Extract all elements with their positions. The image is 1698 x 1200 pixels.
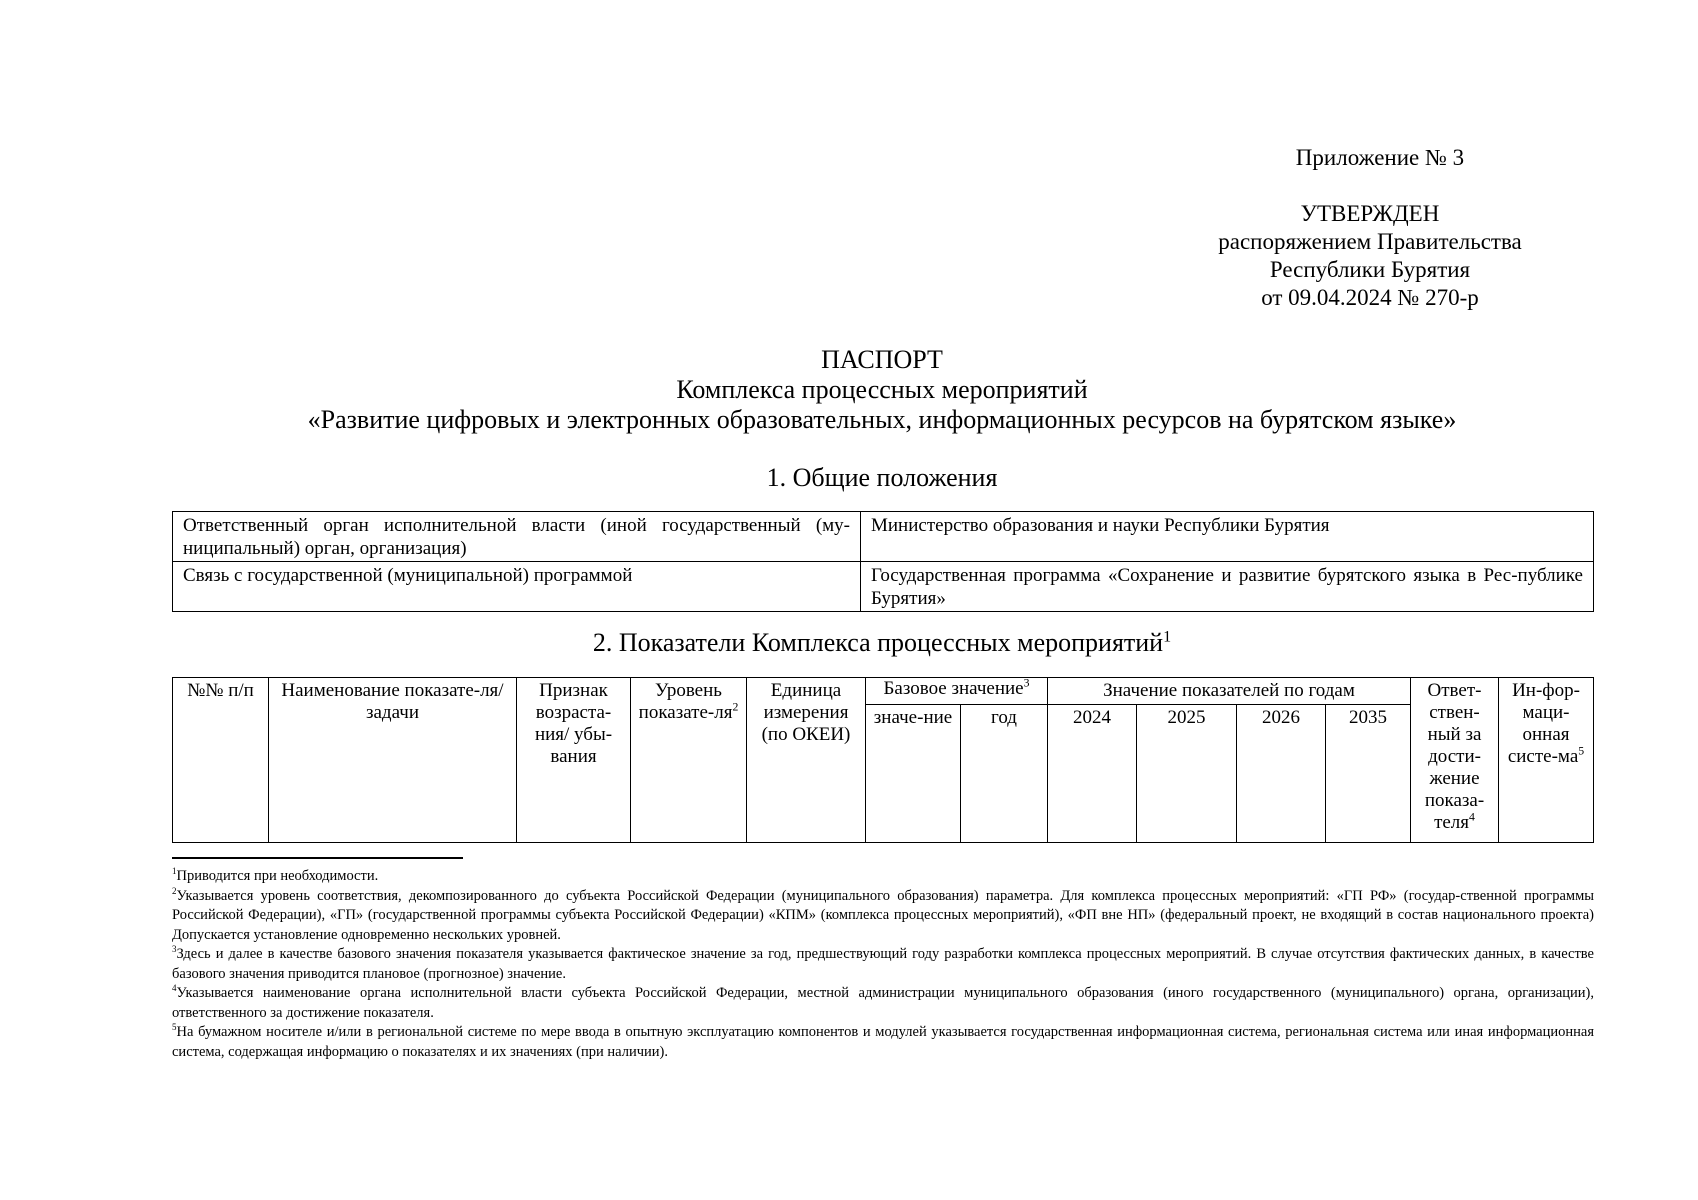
col-level-header [631, 678, 747, 843]
col-base-year-header: год [961, 705, 1048, 843]
footnote-ref: 2 [732, 700, 739, 714]
footnote [172, 887, 1594, 946]
col-info-system-text: Ин-фор-маци-онная систе-ма [1507, 680, 1580, 767]
title-line-2: Комплекса процессных мероприятий [676, 375, 1088, 404]
footnotes [172, 867, 1594, 1062]
col-year-2025: 2025 [1137, 705, 1237, 843]
col-year-2035: 2035 [1326, 705, 1411, 843]
footnote [172, 945, 1594, 984]
footnote [172, 1023, 1594, 1062]
col-info-system-header [1499, 678, 1594, 843]
footnote-ref: 3 [1023, 676, 1030, 690]
col-year-2024: 2024 [1048, 705, 1137, 843]
approved-date: от 09.04.2024 № 270-р [1261, 285, 1479, 310]
general-provisions-table [172, 511, 1594, 612]
table-row [173, 512, 1594, 562]
footnote-number: 5 [172, 1022, 177, 1033]
footnote-number: 3 [172, 944, 177, 955]
table-header-row [173, 678, 1594, 705]
footnote-text: Здесь и далее в качестве базового значения показателя указывается фактическое значение за год, предшествующий году разработки комплекса процессных мероприятий. В случае отсутствия фактических данных, в качестве базового значения приводится плановое (прогнозное) значение. [172, 946, 1594, 982]
footnote-number: 1 [172, 866, 177, 877]
col-level-text: Уровень показате-ля [638, 680, 733, 723]
indicators-table [172, 677, 1594, 843]
footnote-number: 2 [172, 885, 177, 896]
col-year-2026: 2026 [1237, 705, 1326, 843]
section-2-heading-text: 2. Показатели Комплекса процессных мероприятий [592, 628, 1164, 657]
approved-by-line-2: Республики Бурятия [1269, 257, 1471, 282]
col-num-header: №№ п/п [173, 678, 269, 843]
col-responsible-text: Ответ-ствен-ный за дости-жение показа-теля [1424, 680, 1485, 833]
col-name-header: Наименование показате-ля/задачи [269, 678, 517, 843]
row-value: Министерство образования и науки Республики Бурятия [861, 512, 1594, 562]
col-sign-header: Признак возраста-ния/ убы-вания [517, 678, 631, 843]
footnote [172, 867, 1594, 887]
annex-label: Приложение № 3 [1295, 145, 1465, 170]
approved-by-line-1: распоряжением Правительства [1218, 229, 1522, 254]
footnote-ref: 5 [1578, 744, 1585, 758]
row-label: Связь с государственной (муниципальной) программой [173, 562, 861, 612]
col-values-header: Значение показателей по годам [1048, 678, 1411, 705]
footnote-ref: 1 [1163, 628, 1172, 646]
title-line-3: «Развитие цифровых и электронных образовательных, информационных ресурсов на бурятском языке» [307, 405, 1457, 434]
col-base-header [866, 678, 1048, 705]
footnote-text: Указывается уровень соответствия, декомпозированного до субъекта Российской Федерации (муниципального образования) параметра. Для комплекса процессных мероприятий: «ГП РФ» (государ-ственной программы Российской Федерации), «ГП» (государственной программы субъекта Российской Федерации) «КПМ» (комплекса процессных мероприятий), «ФП вне НП» (федеральный проект, не входящий в состав национального проекта) Допускается установление одновременно нескольких уровней. [172, 887, 1594, 943]
footnote [172, 984, 1594, 1023]
col-base-text: Базовое значение [883, 678, 1024, 699]
footnote-number: 4 [172, 983, 177, 994]
col-base-value-header: значе-ние [866, 705, 961, 843]
row-value: Государственная программа «Сохранение и развитие бурятского языка в Рес-публике Бурятия» [861, 562, 1594, 612]
footnote-text: Указывается наименование органа исполнительной власти субъекта Российской Федерации, местной администрации муниципального образования (иного государственного (муниципального) органа, организации), ответственного за достижение показателя. [172, 985, 1594, 1021]
document-title [170, 345, 1594, 435]
footnote-text: Приводится при необходимости. [176, 868, 379, 884]
footnote-separator [172, 857, 463, 859]
approved-label: УТВЕРЖДЕН [1300, 201, 1440, 226]
footnote-text: На бумажном носителе и/или в региональной системе по мере ввода в опытную эксплуатацию компонентов и модулей указывается государственная информационная система, региональная система или иная информационная система, содержащая информацию о показателях и их значениях (при наличии). [172, 1024, 1594, 1060]
title-line-1: ПАСПОРТ [821, 345, 943, 374]
approval-block [1190, 200, 1550, 312]
table-row [173, 562, 1594, 612]
col-responsible-header [1411, 678, 1499, 843]
footnote-ref: 4 [1469, 810, 1475, 824]
row-label: Ответственный орган исполнительной власти (иной государственный (му-ниципальный) орган, организация) [173, 512, 861, 562]
section-1-heading: 1. Общие положения [766, 463, 998, 492]
section-2-heading [170, 628, 1594, 658]
col-unit-header: Единица измерения (по ОКЕИ) [747, 678, 866, 843]
